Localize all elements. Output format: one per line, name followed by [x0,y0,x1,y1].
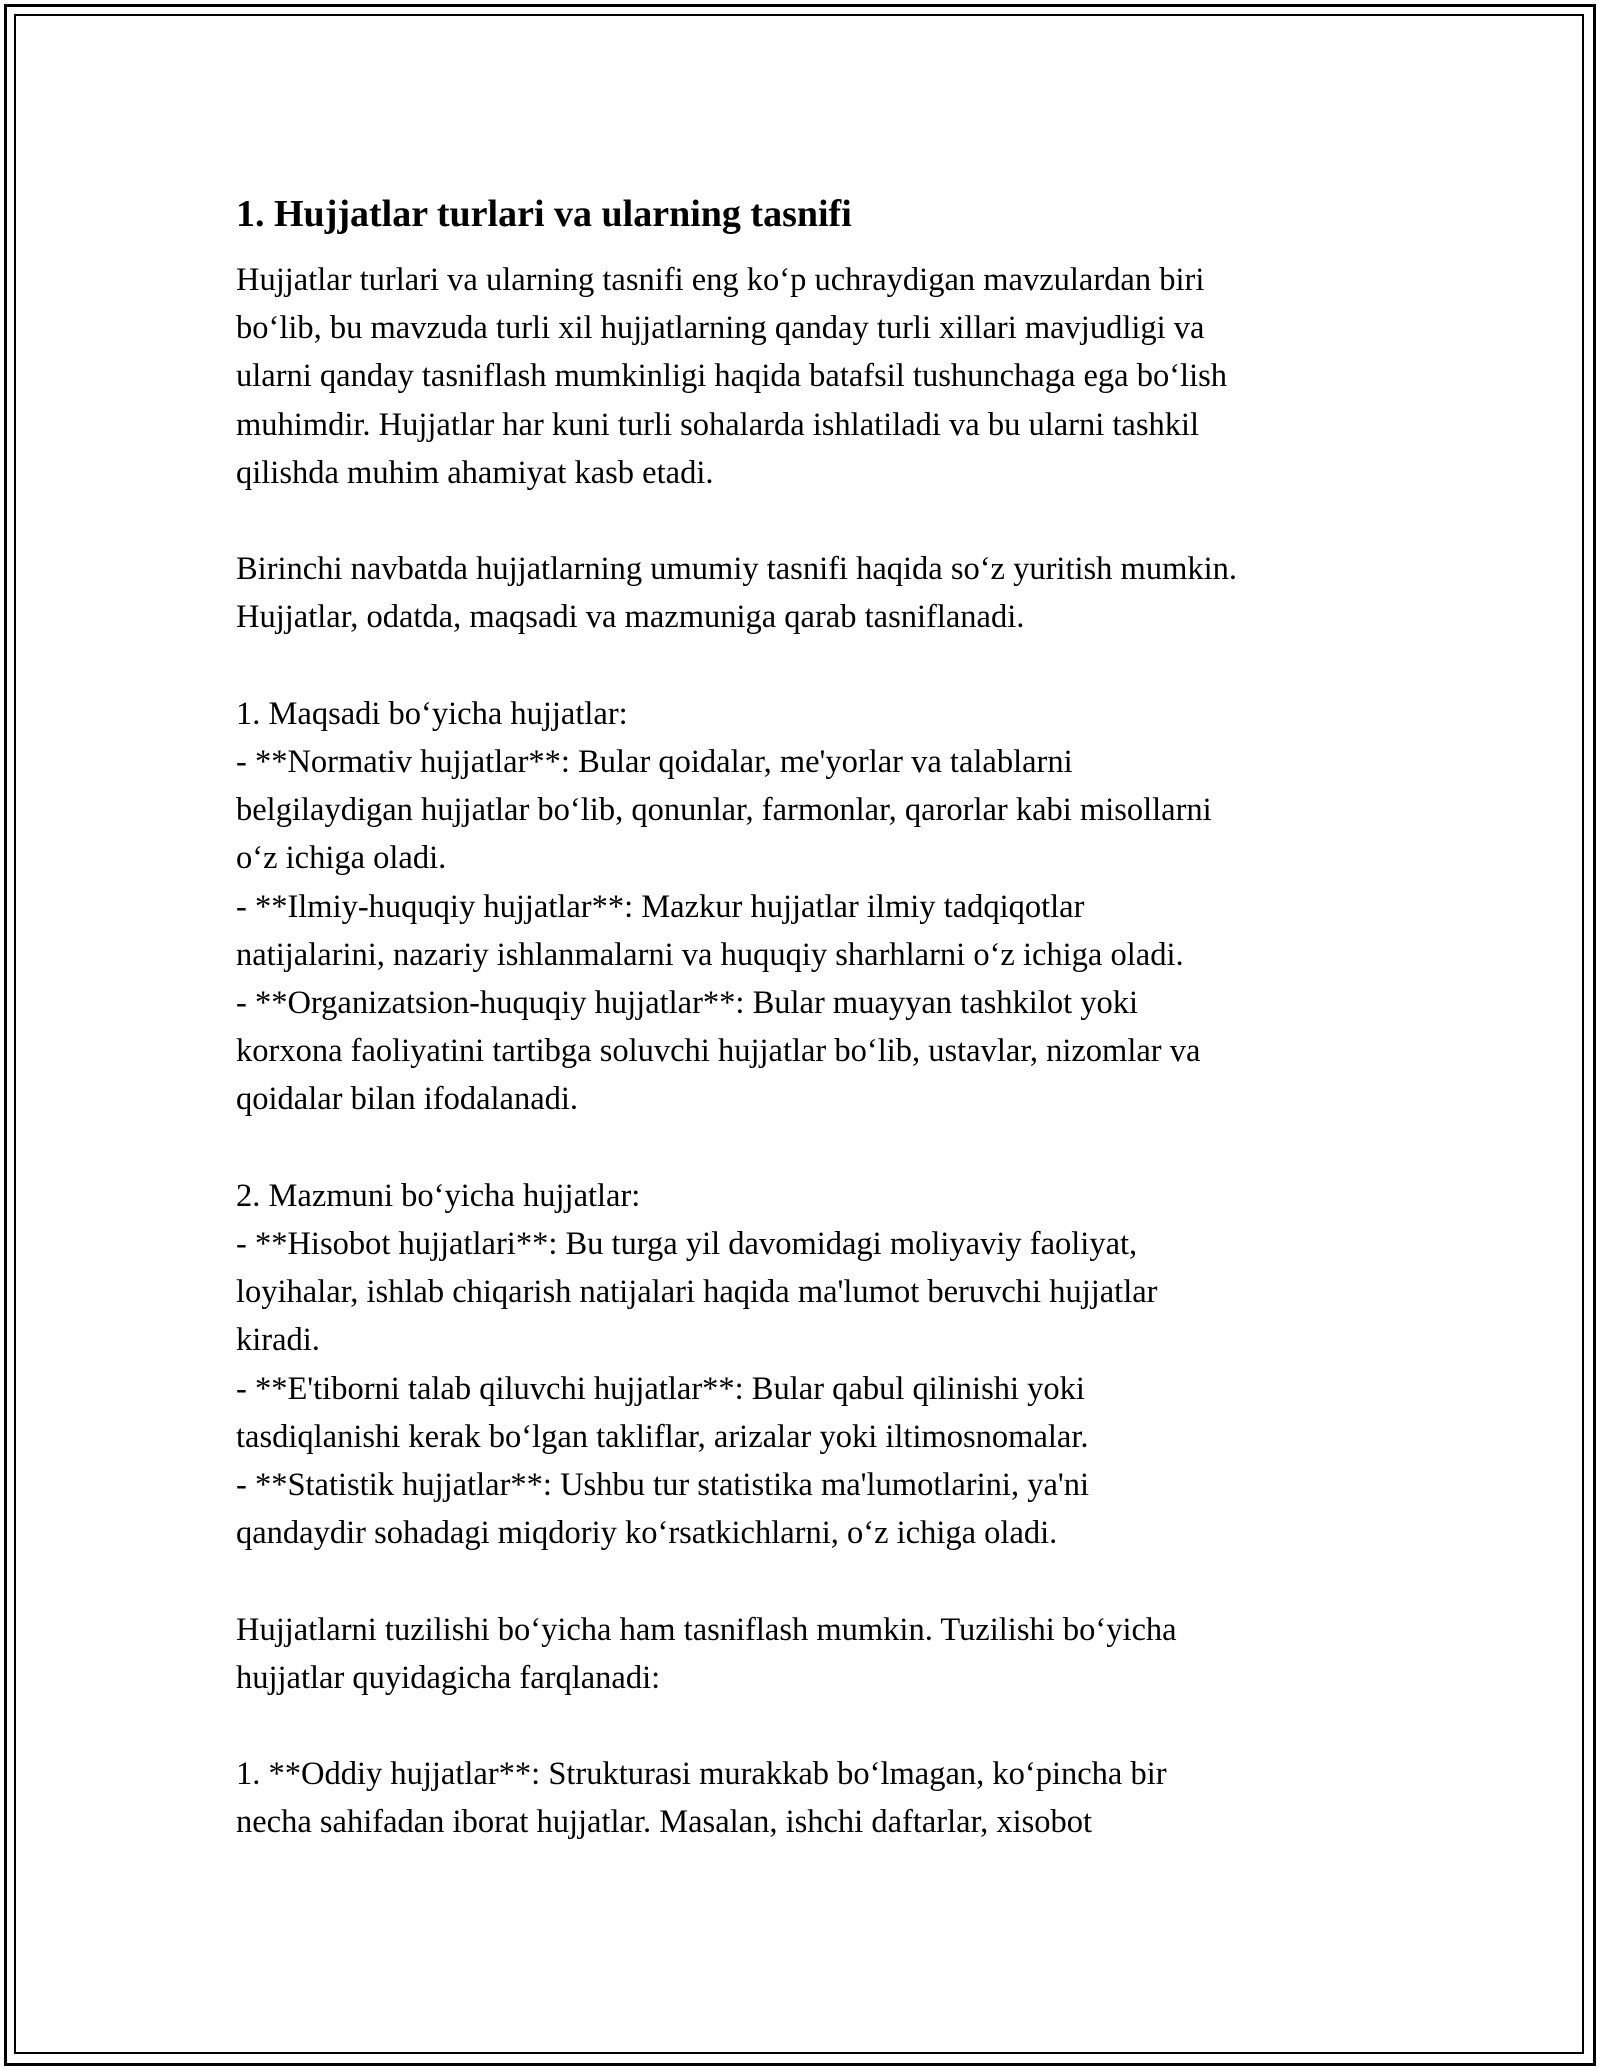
document-body [236,188,1396,1895]
paragraph-general-classification: Birinchi navbatda hujjatlarning umumiy tasnifi haqida soʻz yuritish mumkin. Hujjatlar, odatda, maqsadi va mazmuniga qarab tasniflanadi. [236,551,1238,636]
list-by-purpose: 1. Maqsadi boʻyicha hujjatlar: - **Normativ hujjatlar**: Bular qoidalar, me'yorlar va talablarni belgilaydigan hujjatlar boʻlib, qonunlar, farmonlar, qarorlar kabi misollarni oʻz ichiga oladi. - **Ilmiy-huquqiy hujjatlar**: Mazkur hujjatlar ilmiy tadqiqotlar natijalarini, nazariy ishlanmalarni va huquqiy sharhlarni oʻz ichiga oladi. - **Organizatsion-huquqiy hujjatlar**: Bular muayyan tashkilot yoki korxona faoliyatini tartibga soluvchi hujjatlar boʻlib, ustavlar, nizomlar va qoidalar bilan ifodalanadi. [236,695,1212,1118]
document-title: 1. Hujjatlar turlari va ularning tasnifi [236,193,852,235]
list-by-content: 2. Mazmuni boʻyicha hujjatlar: - **Hisobot hujjatlari**: Bu turga yil davomidagi moliyaviy faoliyat, loyihalar, ishlab chiqarish natijalari haqida ma'lumot beruvchi hujjatlar kiradi. - **E'tiborni talab qiluvchi hujjatlar**: Bular qabul qilinishi yoki tasdiqlanishi kerak boʻlgan takliflar, arizalar yoki iltimosnomalar. - **Statistik hujjatlar**: Ushbu tur statistika ma'lumotlarini, ya'ni qandaydir sohadagi miqdoriy koʻrsatkichlarni, oʻz ichiga oladi. [236,1177,1158,1552]
list-by-structure: 1. **Oddiy hujjatlar**: Strukturasi murakkab boʻlmagan, koʻpincha bir necha sahifadan iborat hujjatlar. Masalan, ishchi daftarlar, xisobot [236,1756,1167,1841]
paragraph-by-structure: Hujjatlarni tuzilishi boʻyicha ham tasniflash mumkin. Tuzilishi boʻyicha hujjatlar quyidagicha farqlanadi: [236,1611,1177,1696]
paragraph-intro: Hujjatlar turlari va ularning tasnifi eng koʻp uchraydigan mavzulardan biri boʻlib, bu mavzuda turli xil hujjatlarning qanday turli xillari mavjudligi va ularni qanday tasniflash mumkinligi haqida batafsil tushunchaga ega boʻlish muhimdir. Hujjatlar har kuni turli sohalarda ishlatiladi va bu ularni tashkil qilishda muhim ahamiyat kasb etadi. [236,262,1228,491]
